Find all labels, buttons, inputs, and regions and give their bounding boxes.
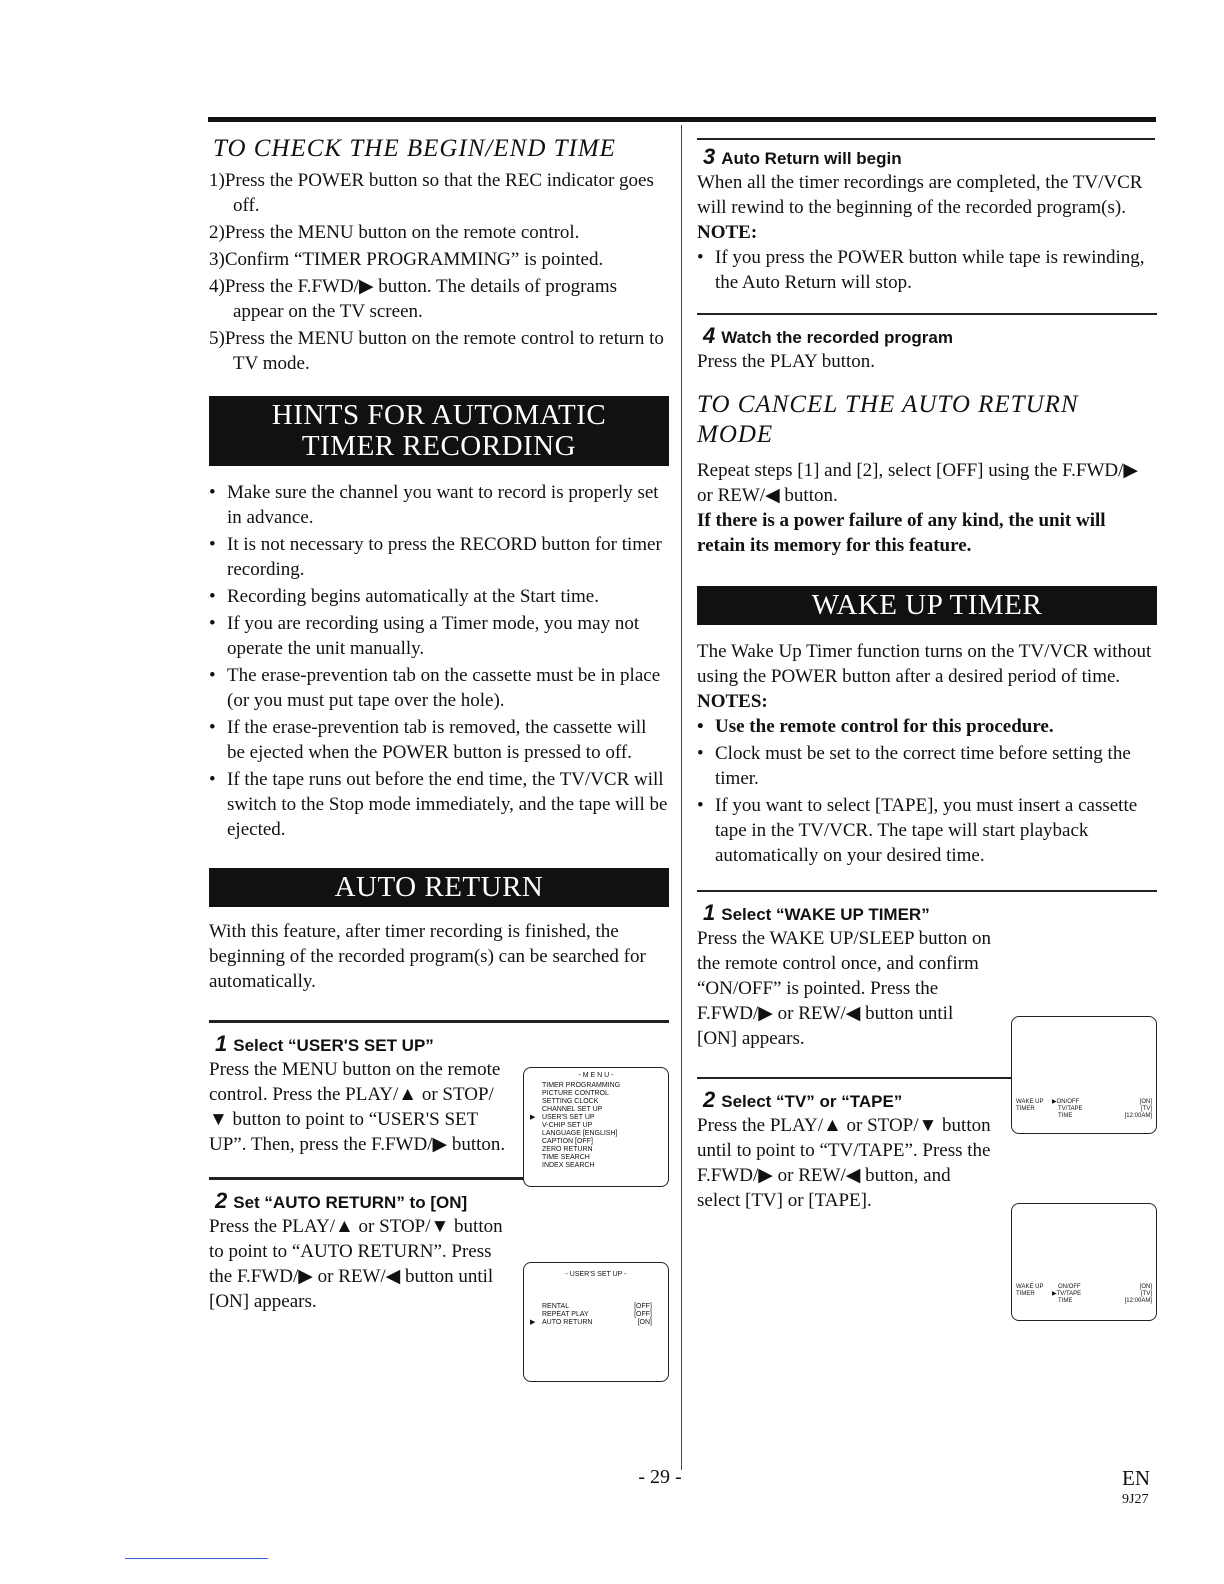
hint-item: • The erase-prevention tab on the cassette must be in place (or you must put tape over the hole).	[209, 663, 669, 713]
check-step: 4)Press the F.FWD/▶ button. The details of programs appear on the TV screen.	[209, 276, 617, 322]
menu-item: INDEX SEARCH	[542, 1162, 595, 1169]
hint-item: • If the erase-prevention tab is removed, the cassette will be ejected when the POWER button is pressed to off.	[209, 715, 669, 765]
wake-label-2: TIMER	[1016, 1106, 1035, 1112]
setup-row-value: [ON]	[637, 1319, 652, 1326]
language-code: EN	[1122, 1466, 1150, 1490]
wake-screen-1	[1011, 1016, 1157, 1134]
menu-item: CAPTION [OFF]	[542, 1138, 593, 1145]
wake-label-1: WAKE UP	[1016, 1099, 1044, 1105]
setup-row-label: RENTAL	[542, 1303, 570, 1310]
check-step: 5)Press the MENU button on the remote control to return to TV mode.	[209, 328, 664, 374]
menu-screen-items	[530, 1082, 668, 1170]
cancel-bold-text: If there is a power failure of any kind, the unit will retain its memory for this feature.	[697, 510, 1106, 556]
setup-screen-title: - USER'S SET UP -	[565, 1271, 627, 1278]
auto-return-intro: With this feature, after timer recording is finished, the beginning of the recorded program(s) can be searched for automatically.	[209, 921, 646, 992]
section-rule	[209, 1020, 669, 1023]
step-text: Press the PLAY button.	[697, 351, 876, 372]
check-step: 1)Press the POWER button so that the REC indicator goes off.	[209, 170, 654, 216]
section-rule	[697, 313, 1157, 315]
auto-return-banner: AUTO RETURN	[209, 868, 669, 907]
wake-row-value: [ON]	[1139, 1099, 1152, 1105]
wake-row-value: [ON]	[1139, 1284, 1152, 1290]
setup-screen-rows	[530, 1303, 652, 1327]
wake-row-selected	[1052, 1099, 1152, 1106]
step-text: When all the timer recordings are completed, the TV/VCR will rewind to the beginning of the recorded program(s).	[697, 172, 1143, 218]
hint-item: • It is not necessary to press the RECORD button for timer recording.	[209, 532, 669, 582]
step-heading	[697, 146, 1157, 170]
step-text: Press the PLAY/▲ or STOP/▼ button to point to “AUTO RETURN”. Press the F.FWD/▶ or REW/◀ button until [ON] appears.	[209, 1216, 503, 1312]
top-rule	[208, 117, 1156, 122]
step-heading	[697, 325, 1157, 349]
wake-row-selected	[1052, 1291, 1152, 1298]
wake-row-value: [12:00AM]	[1124, 1113, 1152, 1119]
menu-item: TIMER PROGRAMMING	[542, 1082, 621, 1089]
hint-item: • If the tape runs out before the end time, the TV/VCR will switch to the Stop mode immediately, and the tape will be ejected.	[209, 767, 669, 842]
setup-row	[542, 1311, 652, 1319]
step-text: Press the WAKE UP/SLEEP button on the remote control once, and confirm “ON/OFF” is pointed. Press the F.FWD/▶ or REW/◀ button until [ON] appears.	[697, 928, 991, 1049]
wake-screen-rows	[1052, 1284, 1152, 1305]
check-step: 2)Press the MENU button on the remote control.	[209, 222, 580, 243]
step-title: Select “USER'S SET UP”	[233, 1036, 434, 1055]
step-number: 1	[703, 900, 716, 925]
wake-row-label: ON/OFF	[1058, 1284, 1081, 1290]
wake-row	[1052, 1106, 1152, 1113]
notes-label: NOTES:	[697, 691, 768, 712]
setup-row-value: [OFF]	[634, 1311, 652, 1318]
step-heading	[697, 902, 1157, 926]
pointer-icon: ▶	[530, 1114, 536, 1121]
setup-row-value: [OFF]	[634, 1303, 652, 1310]
menu-item: PICTURE CONTROL	[542, 1090, 609, 1097]
step-number: 1	[215, 1031, 228, 1056]
document-code: 9J27	[1122, 1492, 1149, 1507]
setup-row-label: REPEAT PLAY	[542, 1311, 589, 1318]
menu-item: SETTING CLOCK	[542, 1098, 599, 1105]
decorative-line	[125, 1558, 268, 1559]
page-number: - 29 -	[638, 1466, 682, 1488]
step-title: Set “AUTO RETURN” to [ON]	[233, 1193, 468, 1212]
check-step: 3)Confirm “TIMER PROGRAMMING” is pointed.	[209, 249, 604, 270]
section-rule	[697, 890, 1157, 892]
step-heading	[209, 1033, 669, 1057]
menu-item: ZERO RETURN	[542, 1146, 593, 1153]
wake-row-label: TIME	[1058, 1113, 1073, 1119]
step-title: Watch the recorded program	[721, 328, 953, 347]
hints-banner-line1: HINTS FOR AUTOMATIC	[271, 399, 607, 431]
setup-row-selected	[530, 1319, 652, 1327]
hints-list	[209, 480, 669, 842]
step-number: 2	[703, 1087, 716, 1112]
note-item: • If you want to select [TAPE], you must insert a cassette tape in the TV/VCR. The tape will start playback automatically on your desired time.	[697, 793, 1157, 868]
wake-row	[1052, 1284, 1152, 1291]
note-item: • Clock must be set to the correct time before setting the timer.	[697, 741, 1157, 791]
note-label: NOTE:	[697, 222, 758, 243]
step-number: 2	[215, 1188, 228, 1213]
wake-screen-2	[1011, 1203, 1157, 1321]
step-text: Press the MENU button on the remote control. Press the PLAY/▲ or STOP/▼ button to point to “USER'S SET UP”. Then, press the F.FWD/▶ button.	[209, 1059, 506, 1155]
pointer-icon: ▶	[1052, 1099, 1057, 1105]
wake-label-2: TIMER	[1016, 1291, 1035, 1297]
menu-item-selected	[530, 1114, 668, 1122]
pointer-icon: ▶	[1052, 1291, 1057, 1297]
wake-row	[1052, 1113, 1152, 1120]
step-heading	[209, 1190, 669, 1214]
note-item: • If you press the POWER button while tape is rewinding, the Auto Return will stop.	[697, 245, 1157, 295]
setup-row	[542, 1303, 652, 1311]
wake-row-value: [TV]	[1140, 1291, 1152, 1297]
menu-screen	[523, 1067, 669, 1187]
note-item: • Use the remote control for this procedure.	[697, 714, 1157, 739]
hints-banner-line2: TIMER RECORDING	[301, 430, 577, 462]
setup-screen	[523, 1262, 669, 1382]
wake-row-label: TIME	[1058, 1298, 1073, 1304]
cancel-heading: TO CANCEL THE AUTO RETURN MODE	[697, 391, 1079, 448]
section-rule	[697, 138, 1155, 140]
wake-row-label: TV/TAPE	[1056, 1291, 1082, 1297]
setup-row-label: AUTO RETURN	[542, 1319, 593, 1326]
menu-item: TIME SEARCH	[542, 1154, 590, 1161]
step-title: Select “WAKE UP TIMER”	[721, 905, 930, 924]
hint-item: • Recording begins automatically at the Start time.	[209, 584, 669, 609]
step-title: Select “TV” or “TAPE”	[721, 1092, 903, 1111]
step-text: Press the PLAY/▲ or STOP/▼ button until to point to “TV/TAPE”. Press the F.FWD/▶ or REW/◀ button, and select [TV] or [TAPE].	[697, 1115, 991, 1211]
step-title: Auto Return will begin	[721, 149, 902, 168]
column-divider	[681, 125, 682, 1470]
wake-screen-label	[1016, 1099, 1043, 1113]
menu-item: CHANNEL SET UP	[542, 1106, 603, 1113]
menu-item: V-CHIP SET UP	[542, 1122, 593, 1129]
step-number: 4	[703, 323, 716, 348]
menu-item: LANGUAGE [ENGLISH]	[542, 1130, 618, 1137]
wake-row-value: [12:00AM]	[1124, 1298, 1152, 1304]
hint-item: • Make sure the channel you want to record is properly set in advance.	[209, 480, 669, 530]
wake-up-banner: WAKE UP TIMER	[697, 586, 1157, 625]
step-number: 3	[703, 144, 716, 169]
pointer-icon: ▶	[530, 1319, 536, 1326]
menu-screen-title: - M E N U -	[578, 1072, 614, 1079]
wake-row-label: ON/OFF	[1056, 1099, 1080, 1105]
wake-row-label: TV/TAPE	[1058, 1106, 1083, 1112]
wake-screen-rows	[1052, 1099, 1152, 1120]
hints-banner	[209, 396, 669, 466]
wake-label-1: WAKE UP	[1016, 1284, 1044, 1290]
check-heading: TO CHECK THE BEGIN/END TIME	[213, 135, 616, 162]
wake-row	[1052, 1298, 1152, 1305]
cancel-text: Repeat steps [1] and [2], select [OFF] using the F.FWD/▶ or REW/◀ button.	[697, 460, 1139, 506]
menu-item: USER'S SET UP	[542, 1114, 595, 1121]
wake-up-intro: The Wake Up Timer function turns on the TV/VCR without using the POWER button after a desired period of time.	[697, 641, 1152, 687]
hint-item: • If you are recording using a Timer mode, you may not operate the unit manually.	[209, 611, 669, 661]
wake-row-value: [TV]	[1140, 1106, 1152, 1112]
wake-screen-label	[1016, 1284, 1043, 1298]
